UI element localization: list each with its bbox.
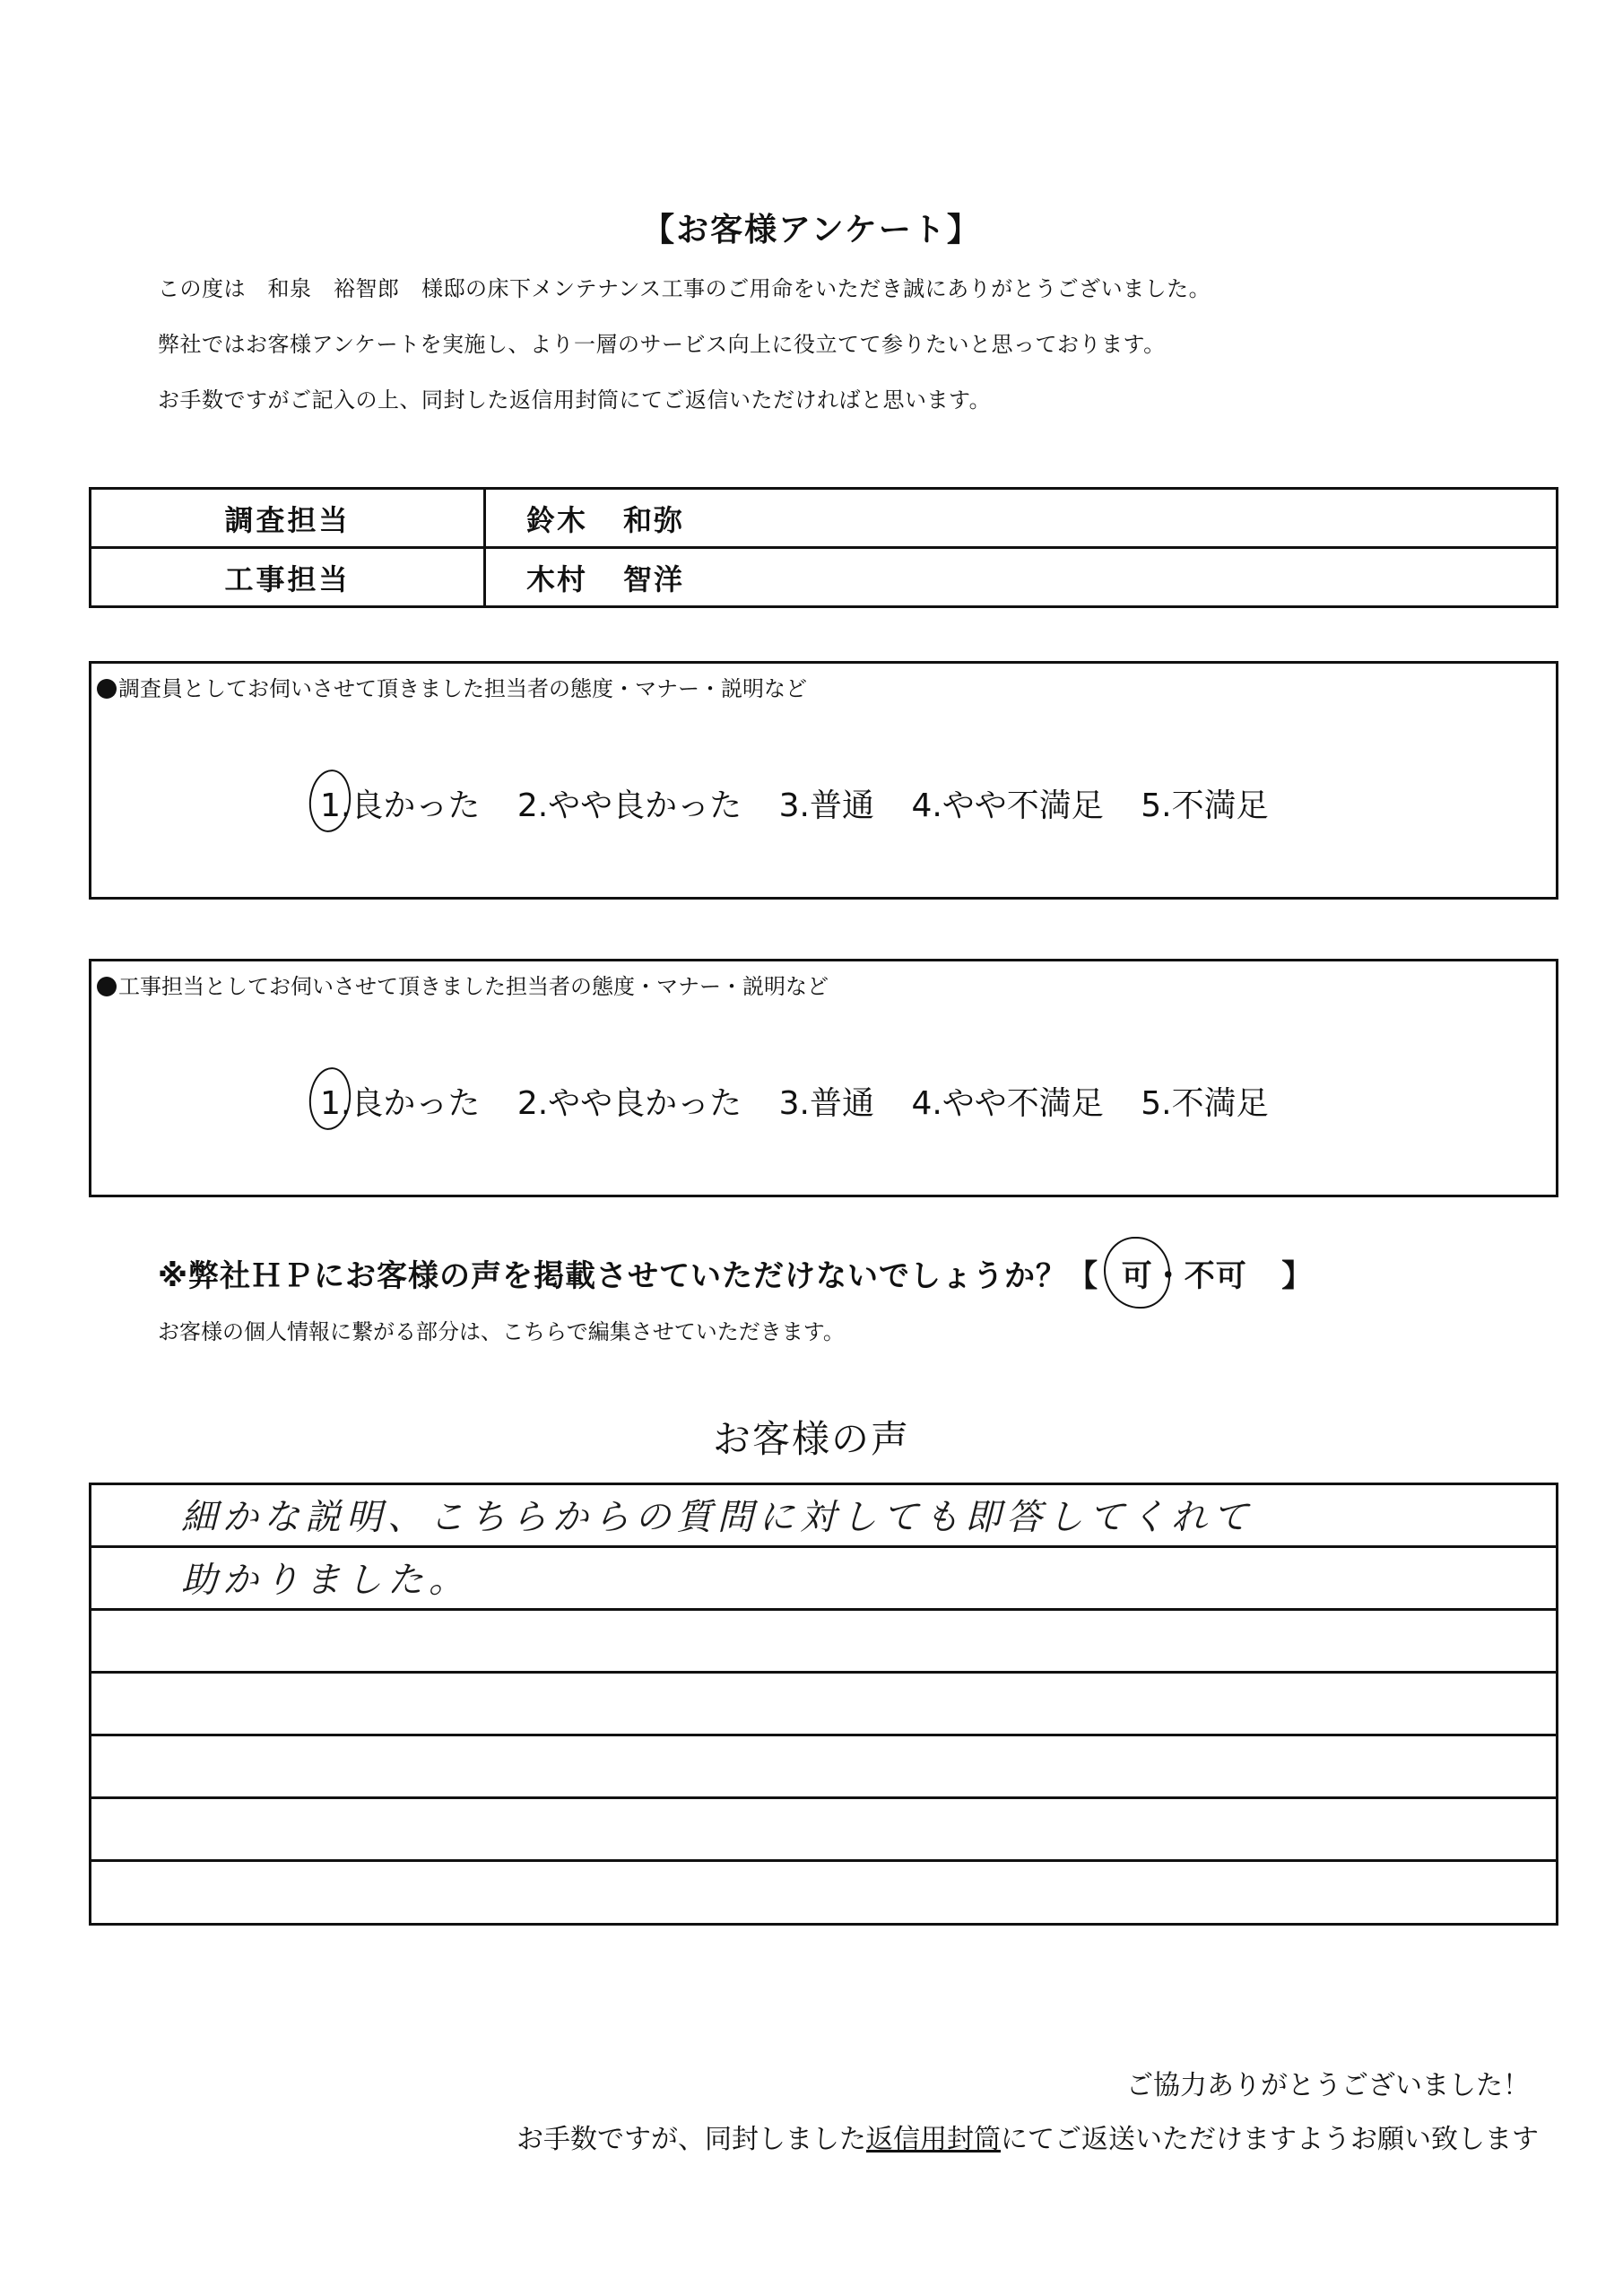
comment-line-1[interactable]: [91, 1485, 1556, 1548]
bullet-icon: [97, 977, 117, 996]
rating-option-3[interactable]: 3.普通: [778, 787, 874, 824]
bullet-icon: [97, 679, 117, 699]
rating-option-5[interactable]: 5.不満足: [1141, 787, 1269, 824]
comment-line-7[interactable]: [91, 1862, 1556, 1925]
staff-row-survey: [91, 489, 1558, 548]
hp-choice-allow[interactable]: 可: [1122, 1251, 1153, 1295]
rating-options: [320, 780, 1296, 826]
rating-option-2[interactable]: 2.やや良かった: [516, 787, 742, 824]
staff-family-name: 木村: [526, 561, 588, 596]
rating-question: 工事担当としてお伺いさせて頂きました担当者の態度・マナー・説明など: [97, 969, 829, 1000]
staff-name-field[interactable]: [485, 548, 1558, 607]
closing-message: お手数ですが、同封しました返信用封筒にてご返送いただけますようお願い致します: [516, 2124, 1539, 2155]
staff-given-name: 和弥: [623, 502, 685, 537]
survey-title: 【お客様アンケート】: [642, 212, 981, 248]
comment-line-6[interactable]: [91, 1799, 1556, 1862]
privacy-note: お客様の個人情報に繋がる部分は、こちらで編集させていただきます。: [158, 1319, 845, 1344]
rating-question: 調査員としてお伺いさせて頂きました担当者の態度・マナー・説明など: [97, 671, 807, 702]
staff-name-field[interactable]: [485, 489, 1558, 548]
intro-line-2: 弊社ではお客様アンケートを実施し、より一層のサービス向上に役立てて参りたいと思っております。: [158, 332, 1166, 357]
comment-line-3[interactable]: [91, 1611, 1556, 1674]
comment-line-2[interactable]: [91, 1548, 1556, 1611]
comment-line-4[interactable]: [91, 1674, 1556, 1736]
hp-permission-question: ※弊社ＨＰにお客様の声を掲載させていただけないでしょうか？【 可・不可 】: [158, 1251, 1313, 1295]
rating-option-2[interactable]: 2.やや良かった: [516, 1085, 742, 1122]
staff-given-name: 智洋: [623, 561, 685, 596]
staff-label: 工事担当: [91, 548, 485, 607]
hp-choice-deny[interactable]: 不可: [1184, 1258, 1247, 1294]
handwritten-text: 助かりました。: [181, 1560, 470, 1601]
rating-option-4[interactable]: 4.やや不満足: [911, 787, 1104, 824]
rating-option-1[interactable]: 1.良かった: [320, 780, 480, 826]
comment-line-5[interactable]: [91, 1736, 1556, 1799]
rating-box-surveyor: [89, 661, 1558, 900]
staff-table: [89, 487, 1558, 608]
handwritten-text: 細かな説明、こちらからの質問に対しても即答してくれて: [181, 1497, 1254, 1538]
intro-line-3: お手数ですがご記入の上、同封した返信用封筒にてご返信いただければと思います。: [158, 387, 992, 413]
staff-label: 調査担当: [91, 489, 485, 548]
rating-option-5[interactable]: 5.不満足: [1141, 1085, 1269, 1122]
thanks-message: ご協力ありがとうございました！: [1126, 2070, 1530, 2101]
rating-box-construction: [89, 959, 1558, 1197]
rating-option-1[interactable]: 1.良かった: [320, 1078, 480, 1124]
staff-row-construction: [91, 548, 1558, 607]
intro-line-1: この度は 和泉 裕智郎 様邸の床下メンテナンス工事のご用命をいただき誠にありがとうございました。: [158, 276, 1211, 301]
customer-voice-box[interactable]: [89, 1483, 1558, 1926]
rating-options: [320, 1078, 1296, 1124]
rating-option-4[interactable]: 4.やや不満足: [911, 1085, 1104, 1122]
customer-voice-title: お客様の声: [712, 1417, 910, 1461]
rating-option-3[interactable]: 3.普通: [778, 1085, 874, 1122]
staff-family-name: 鈴木: [526, 502, 588, 537]
return-envelope-emphasis: 返信用封筒: [866, 2124, 1001, 2155]
